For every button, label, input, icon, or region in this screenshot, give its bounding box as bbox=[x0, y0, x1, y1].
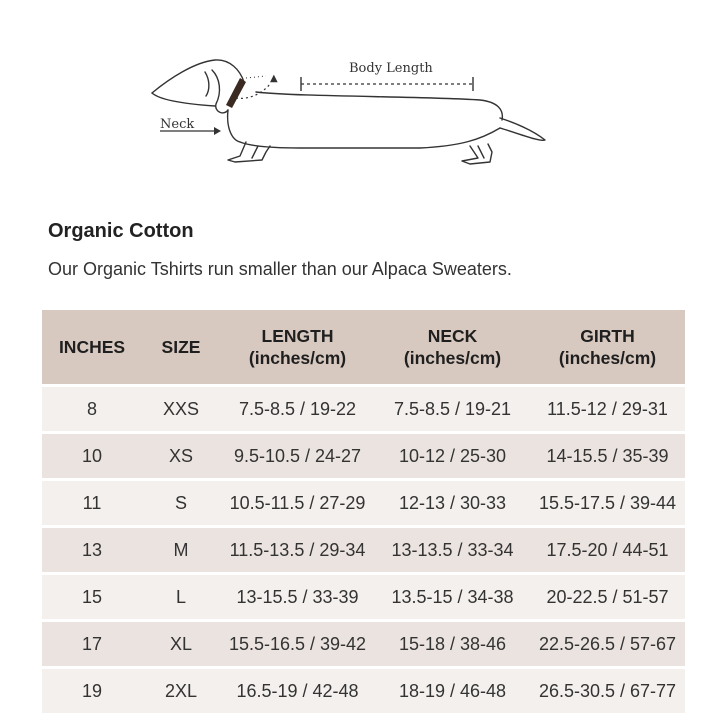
header-inches: INCHES bbox=[42, 310, 142, 384]
cell-inches: 19 bbox=[42, 666, 142, 713]
table-row bbox=[42, 619, 685, 666]
cell-inches: 15 bbox=[42, 572, 142, 619]
cell-neck: 18-19 / 46-48 bbox=[375, 666, 530, 713]
section-heading: Organic Cotton bbox=[48, 220, 194, 242]
cell-inches: 11 bbox=[42, 478, 142, 525]
cell-size: XXS bbox=[142, 384, 220, 431]
header-size: SIZE bbox=[142, 310, 220, 384]
cell-length: 7.5-8.5 / 19-22 bbox=[220, 384, 375, 431]
table-row bbox=[42, 525, 685, 572]
cell-girth: 14-15.5 / 35-39 bbox=[530, 431, 685, 478]
header-girth: GIRTH (inches/cm) bbox=[530, 310, 685, 384]
cell-size: L bbox=[142, 572, 220, 619]
cell-neck: 7.5-8.5 / 19-21 bbox=[375, 384, 530, 431]
neck-label: Neck bbox=[160, 117, 195, 132]
table-header-row bbox=[42, 310, 685, 384]
cell-girth: 20-22.5 / 51-57 bbox=[530, 572, 685, 619]
dachshund-icon bbox=[0, 0, 720, 200]
cell-girth: 15.5-17.5 / 39-44 bbox=[530, 478, 685, 525]
table-row bbox=[42, 572, 685, 619]
cell-size: XL bbox=[142, 619, 220, 666]
cell-girth: 22.5-26.5 / 57-67 bbox=[530, 619, 685, 666]
cell-length: 15.5-16.5 / 39-42 bbox=[220, 619, 375, 666]
table-row bbox=[42, 384, 685, 431]
cell-inches: 10 bbox=[42, 431, 142, 478]
cell-length: 11.5-13.5 / 29-34 bbox=[220, 525, 375, 572]
dachshund-measurement-diagram bbox=[0, 0, 720, 200]
cell-length: 10.5-11.5 / 27-29 bbox=[220, 478, 375, 525]
body-length-label: Body Length bbox=[349, 61, 433, 76]
cell-size: M bbox=[142, 525, 220, 572]
cell-girth: 11.5-12 / 29-31 bbox=[530, 384, 685, 431]
section-subtitle: Our Organic Tshirts run smaller than our Alpaca Sweaters. bbox=[48, 259, 512, 279]
table-row bbox=[42, 478, 685, 525]
cell-neck: 13-13.5 / 33-34 bbox=[375, 525, 530, 572]
cell-neck: 10-12 / 25-30 bbox=[375, 431, 530, 478]
cell-length: 9.5-10.5 / 24-27 bbox=[220, 431, 375, 478]
cell-size: S bbox=[142, 478, 220, 525]
cell-neck: 15-18 / 38-46 bbox=[375, 619, 530, 666]
cell-girth: 26.5-30.5 / 67-77 bbox=[530, 666, 685, 713]
table-row bbox=[42, 431, 685, 478]
cell-inches: 8 bbox=[42, 384, 142, 431]
cell-size: XS bbox=[142, 431, 220, 478]
cell-length: 13-15.5 / 33-39 bbox=[220, 572, 375, 619]
cell-girth: 17.5-20 / 44-51 bbox=[530, 525, 685, 572]
table-row bbox=[42, 666, 685, 713]
header-length: LENGTH (inches/cm) bbox=[220, 310, 375, 384]
svg-text:▲: ▲ bbox=[270, 73, 278, 84]
cell-neck: 13.5-15 / 34-38 bbox=[375, 572, 530, 619]
size-chart-table bbox=[42, 310, 685, 713]
cell-inches: 17 bbox=[42, 619, 142, 666]
cell-length: 16.5-19 / 42-48 bbox=[220, 666, 375, 713]
cell-size: 2XL bbox=[142, 666, 220, 713]
cell-inches: 13 bbox=[42, 525, 142, 572]
header-neck: NECK (inches/cm) bbox=[375, 310, 530, 384]
cell-neck: 12-13 / 30-33 bbox=[375, 478, 530, 525]
